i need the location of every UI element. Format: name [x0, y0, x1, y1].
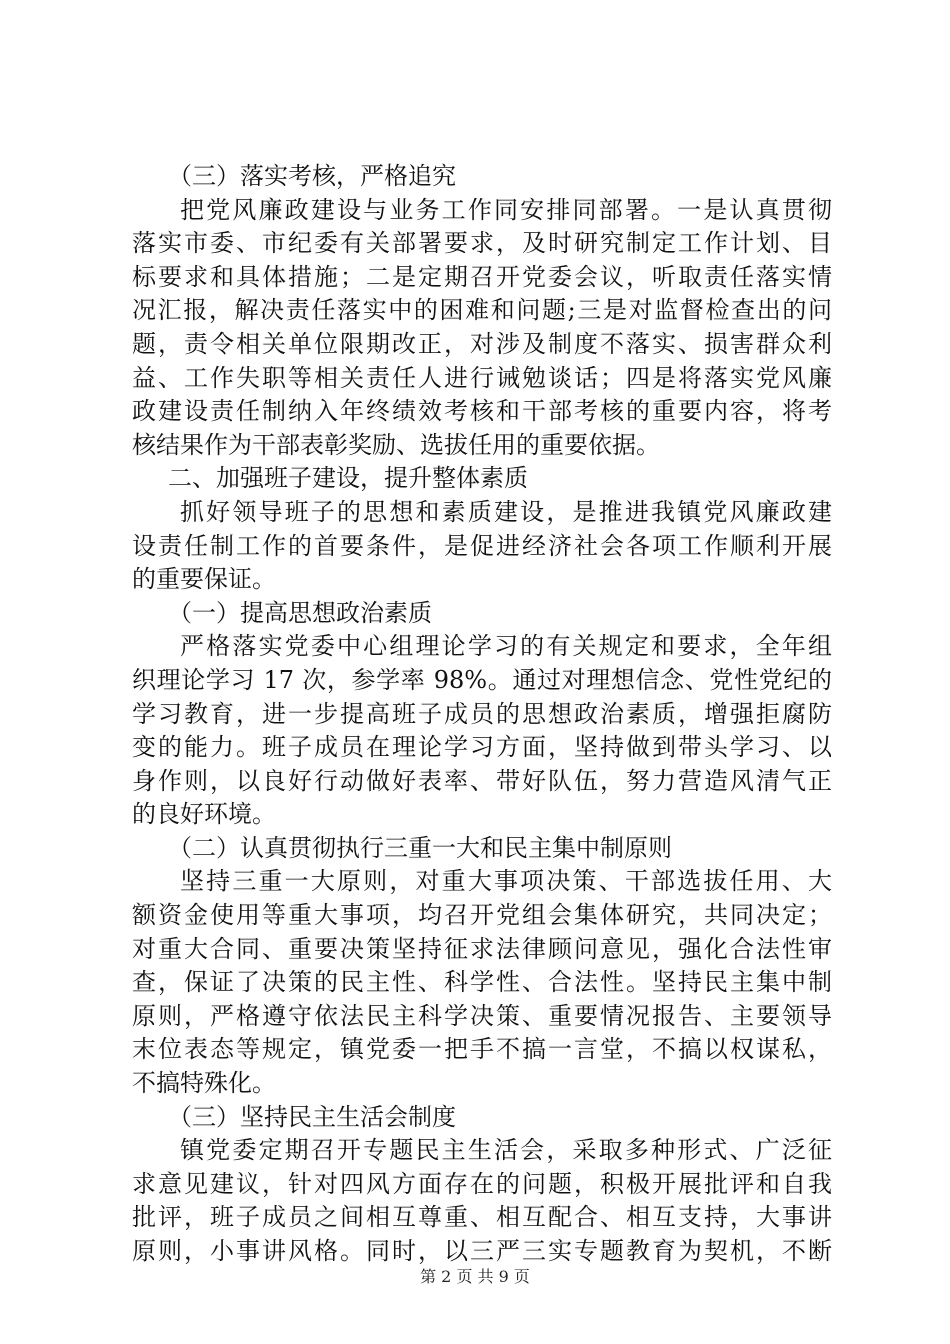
text-line: 把党风廉政建设与业务工作同安排同部署。一是认真贯彻 — [180, 195, 832, 224]
section-heading: （三）落实考核，严格追究 — [168, 162, 456, 190]
text-line: 题，责令相关单位限期改正，对涉及制度不落实、损害群众利 — [132, 329, 832, 358]
text-line: 落实市委、市纪委有关部署要求，及时研究制定工作计划、目 — [132, 229, 832, 258]
text-line: 标要求和具体措施；二是定期召开党委会议，听取责任落实情 — [132, 262, 832, 291]
section-heading: （二）认真贯彻执行三重一大和民主集中制原则 — [168, 833, 672, 862]
text-line: 学习教育，进一步提高班子成员的思想政治素质，增强拒腐防 — [132, 699, 832, 728]
page-footer: 第 2 页 共 9 页 — [420, 1267, 530, 1286]
text-line: 况汇报，解决责任落实中的困难和问题;三是对监督检查出的问 — [132, 296, 832, 325]
text-line: 设责任制工作的首要条件，是促进经济社会各项工作顺利开展 — [132, 531, 832, 560]
text-line: 织理论学习 17 次，参学率 98%。通过对理想信念、党性党纪的 — [132, 665, 832, 694]
text-line: 益、工作失职等相关责任人进行诫勉谈话；四是将落实党风廉 — [132, 363, 832, 392]
text-line: 查，保证了决策的民主性、科学性、合法性。坚持民主集中制 — [132, 968, 832, 997]
text-line: 的良好环境。 — [132, 800, 276, 829]
text-line: 额资金使用等重大事项，均召开党组会集体研究，共同决定； — [132, 901, 832, 930]
text-line: 抓好领导班子的思想和素质建设，是推进我镇党风廉政建 — [180, 497, 832, 526]
text-line: 核结果作为干部表彰奖励、选拔任用的重要依据。 — [132, 430, 660, 459]
text-line: 不搞特殊化。 — [132, 1069, 276, 1098]
text-line: 批评，班子成员之间相互尊重、相互配合、相互支持，大事讲 — [132, 1203, 832, 1232]
section-heading: （三）坚持民主生活会制度 — [168, 1102, 456, 1131]
text-line: 原则，严格遵守依法民主科学决策、重要情况报告、主要领导 — [132, 1001, 832, 1030]
section-heading: 二、加强班子建设，提升整体素质 — [168, 464, 528, 493]
text-line: 对重大合同、重要决策坚持征求法律顾问意见，强化合法性审 — [132, 934, 832, 963]
text-line: 末位表态等规定，镇党委一把手不搞一言堂，不搞以权谋私， — [132, 1035, 832, 1064]
text-line: 变的能力。班子成员在理论学习方面，坚持做到带头学习、以 — [132, 733, 832, 762]
text-line: 原则，小事讲风格。同时，以三严三实专题教育为契机，不断 — [132, 1237, 832, 1265]
section-heading: （一）提高思想政治素质 — [168, 598, 432, 627]
text-line: 政建设责任制纳入年终绩效考核和干部考核的重要内容，将考 — [132, 397, 832, 426]
document-body — [132, 160, 832, 1269]
text-line: 的重要保证。 — [132, 565, 276, 594]
text-line: 身作则，以良好行动做好表率、带好队伍，努力营造风清气正 — [132, 766, 832, 795]
text-line: 坚持三重一大原则，对重大事项决策、干部选拔任用、大 — [180, 867, 832, 896]
text-line: 镇党委定期召开专题民主生活会，采取多种形式、广泛征 — [180, 1136, 832, 1165]
text-line: 求意见建议，针对四风方面存在的问题，积极开展批评和自我 — [132, 1169, 832, 1198]
text-line: 严格落实党委中心组理论学习的有关规定和要求，全年组 — [180, 632, 832, 661]
